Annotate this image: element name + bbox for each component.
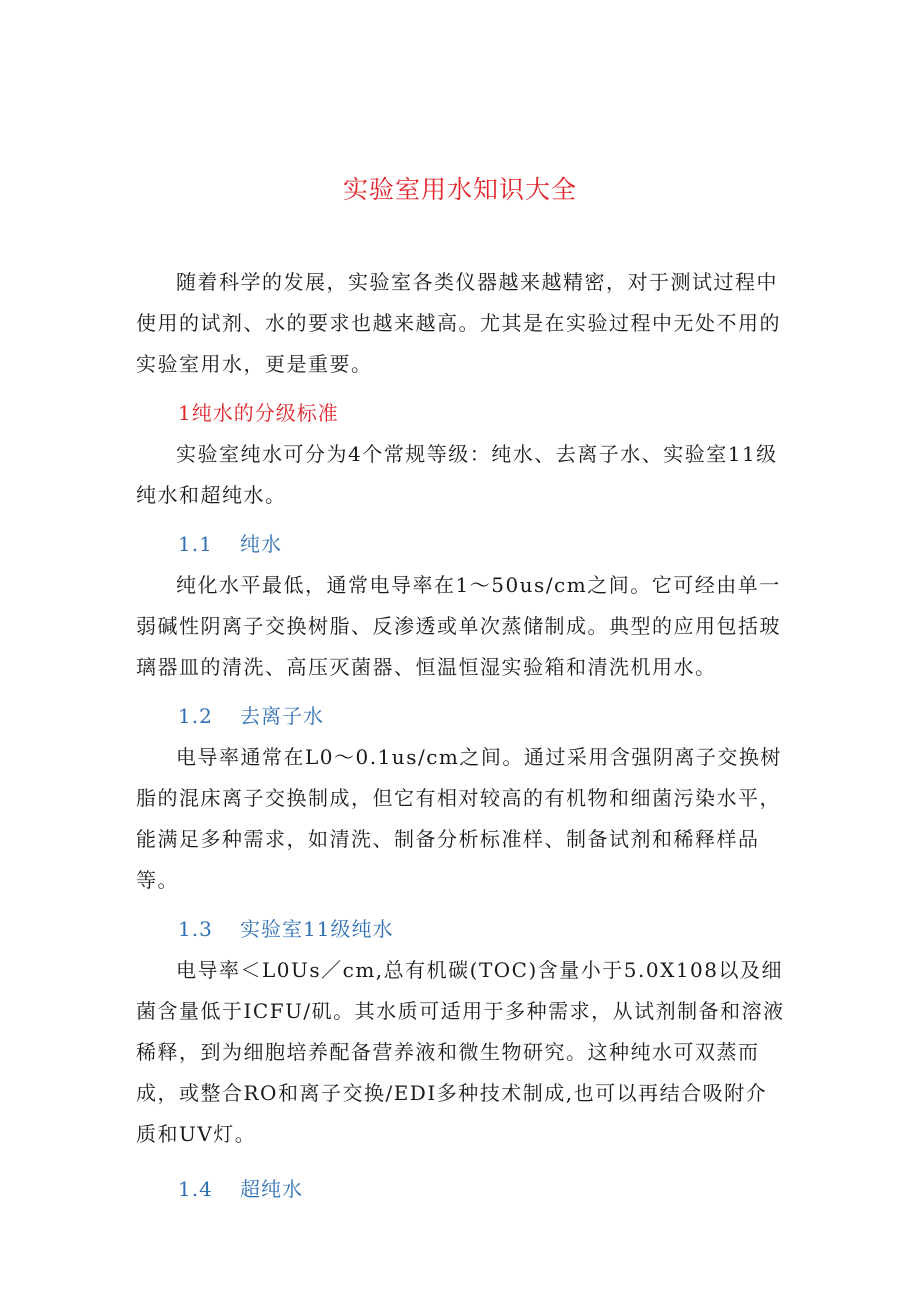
document-title: 实验室用水知识大全 [342, 175, 577, 204]
subsection-heading-1-4 [136, 1169, 786, 1210]
subsection-number: 1.3 [178, 917, 213, 941]
subsection-1-3-paragraph: 电导率＜L0Us／cm,总有机碳(TOC)含量小于5.0X108以及细菌含量低于ICFU/矶。其水质可适用于多种需求，从试剂制备和溶液稀释，到为细胞培养配备营养液和微生物研究。这种纯水可双蒸而成，或整合RO和离子交换/EDI多种技术制成,也可以再结合吸附介质和UV灯。 [136, 958, 785, 1146]
section-1-paragraph: 实验室纯水可分为4个常规等级：纯水、去离子水、实验室11级纯水和超纯水。 [136, 442, 778, 507]
subsection-label: 超纯水 [240, 1177, 303, 1201]
subsection-number: 1.2 [178, 704, 213, 728]
subsection-heading-1-3 [136, 909, 786, 950]
subsection-1-1-paragraph: 纯化水平最低，通常电导率在1～50us/cm之间。它可经由单一弱碱性阴离子交换树脂、反渗透或单次蒸储制成。典型的应用包括玻璃器皿的清洗、高压灭菌器、恒温恒湿实验箱和清洗机用水。 [136, 573, 781, 679]
subsection-heading-1-2 [136, 696, 786, 737]
subsection-label: 实验室11级纯水 [240, 917, 394, 941]
subsection-number: 1.1 [178, 532, 213, 556]
subsection-number: 1.4 [178, 1177, 213, 1201]
intro-paragraph: 随着科学的发展，实验室各类仪器越来越精密，对于测试过程中使用的试剂、水的要求也越来越高。尤其是在实验过程中无处不用的实验室用水，更是重要。 [136, 270, 781, 376]
subsection-label: 纯水 [240, 532, 282, 556]
section-heading-1: 1纯水的分级标准 [178, 401, 339, 425]
subsection-heading-1-1 [136, 524, 786, 565]
subsection-1-2-paragraph: 电导率通常在L0～0.1us/cm之间。通过采用含强阴离子交换树脂的混床离子交换制成，但它有相对较高的有机物和细菌污染水平，能满足多种需求，如清洗、制备分析标准样、制备试剂和稀释样品等。 [136, 745, 782, 892]
subsection-label: 去离子水 [240, 704, 324, 728]
document-body [136, 262, 786, 1210]
